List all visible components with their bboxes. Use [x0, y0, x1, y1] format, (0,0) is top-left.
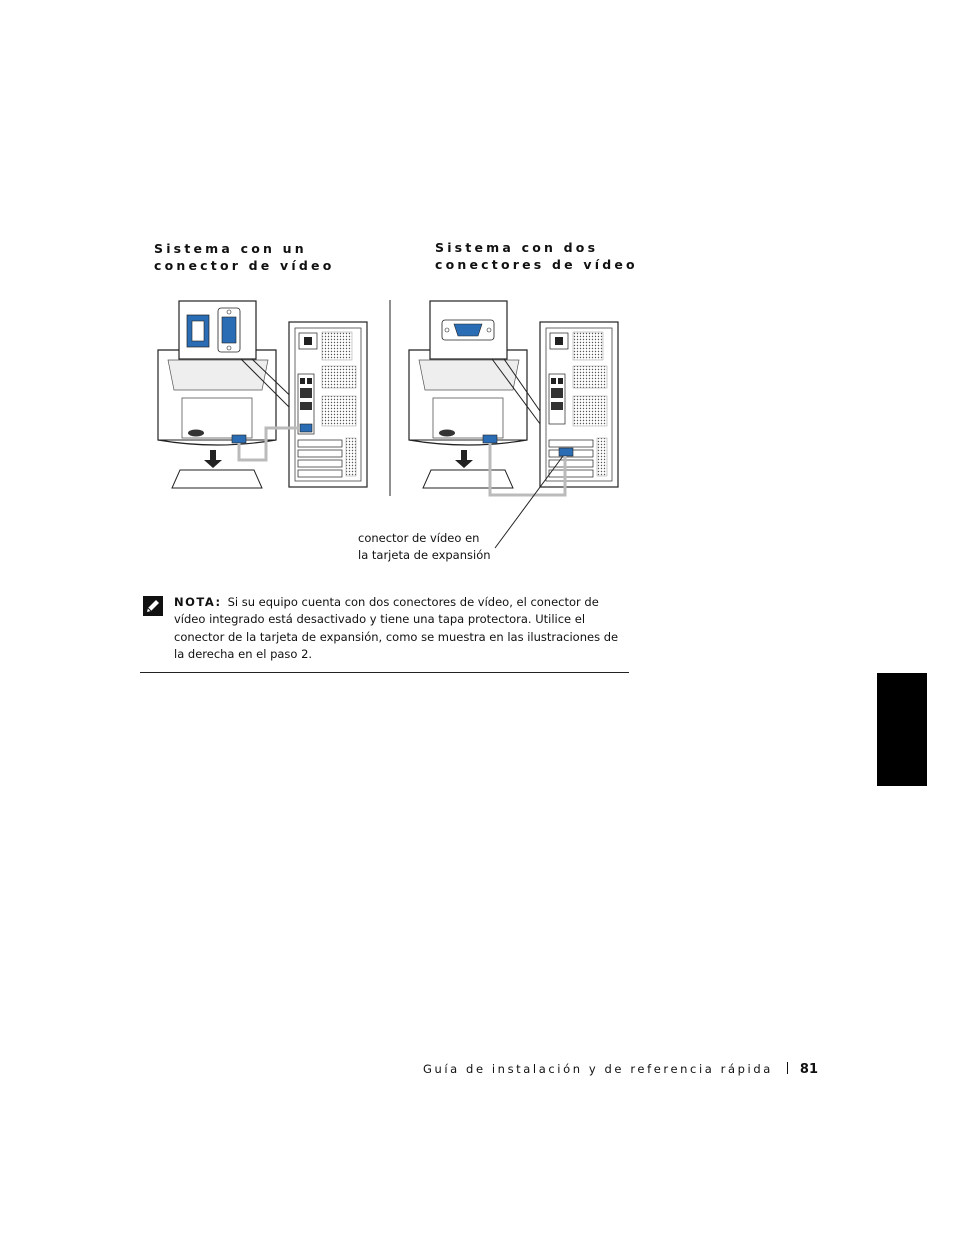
right-system-illustration — [409, 301, 618, 548]
right-tower-icon — [540, 322, 618, 487]
right-heading-line-1: Sistema con dos — [435, 240, 599, 255]
footer-title: Guía de instalación y de referencia rápida — [422, 1062, 773, 1076]
note-text: Si su equipo cuenta con dos conectores de vídeo, el conector de vídeo integrado está desactivado y tiene una tapa protectora. Utilice el conector de la tarjeta de expansión, como se muestra en las ilustraciones de la derecha en el paso 2. — [174, 595, 619, 661]
video-connection-illustration — [150, 290, 630, 570]
left-system-illustration — [158, 301, 367, 488]
left-tower-icon — [289, 322, 367, 487]
note-label: NOTA: — [174, 595, 222, 609]
left-figure-heading — [154, 240, 335, 274]
right-figure-heading — [435, 239, 638, 273]
note-divider — [140, 672, 629, 673]
footer-separator — [787, 1062, 788, 1074]
right-monitor-icon — [409, 350, 527, 488]
section-thumb-tab — [877, 673, 927, 786]
right-heading-line-2: conectores de vídeo — [435, 257, 638, 272]
expansion-card-connector-callout — [358, 530, 491, 564]
callout-line-1: conector de vídeo en — [358, 531, 480, 545]
page-footer — [423, 1062, 818, 1077]
page-number: 81 — [799, 1062, 818, 1077]
callout-line-2: la tarjeta de expansión — [358, 548, 491, 562]
left-monitor-icon — [158, 350, 276, 488]
note-pencil-icon — [143, 596, 163, 616]
left-heading-line-1: Sistema con un — [154, 241, 307, 256]
note-paragraph — [174, 594, 628, 663]
left-heading-line-2: conector de vídeo — [154, 258, 335, 273]
